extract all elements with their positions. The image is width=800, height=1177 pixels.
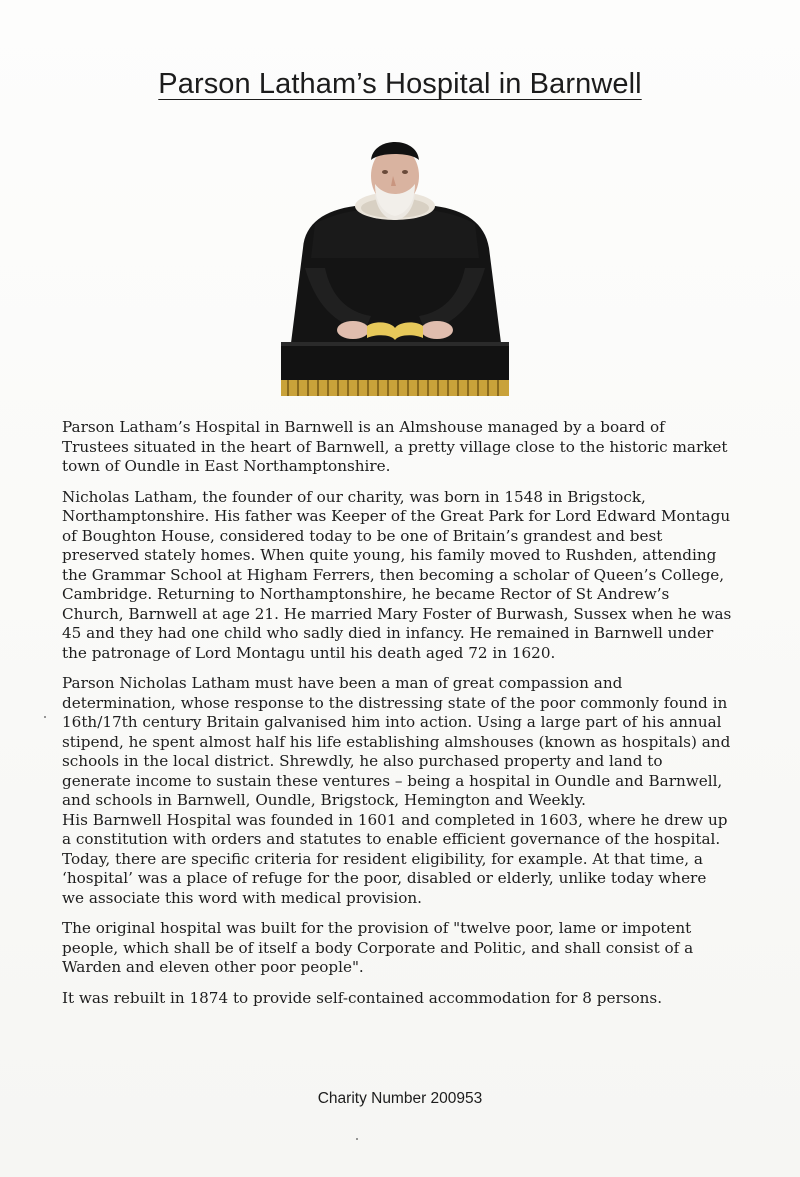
charity-number: Charity Number 200953 bbox=[317, 1090, 483, 1107]
paragraph-intro: Parson Latham’s Hospital in Barnwell is an Almshouse managed by a board of Trustees situated in the heart of Barnwell, a pretty village close to the historic market town of Oundle in East Northamptonshire. bbox=[62, 418, 728, 475]
body-text bbox=[62, 418, 732, 1019]
paragraph-biography: Nicholas Latham, the founder of our charity, was born in 1548 in Brigstock, Northamptonshire. His father was Keeper of the Great Park for Lord Edward Montagu of Boughton House, considered today to be one of Britain’s grandest and best preserved stately homes. When quite young, his family moved to Rushden, attending the Grammar School at Higham Ferrers, then becoming a scholar of Queen’s College, Cambridge. Returning to Northamptonshire, he became Rector of St Andrew’s Church, Barnwell at age 21. He married Mary Foster of Burwash, Sussex when he was 45 and they had one child who sadly died in infancy. He remained in Barnwell under the patronage of Lord Montagu until his death aged 72 in 1620. bbox=[62, 487, 732, 662]
scan-speck bbox=[44, 716, 46, 718]
paragraph-barnwell-hospital: His Barnwell Hospital was founded in 1601 and completed in 1603, where he drew up a constitution with orders and statutes to enable efficient governance of the hospital. Today, there are specific criteria for resident eligibility, for example. At that time, a ‘hospital’ was a place of refuge for the poor, disabled or elderly, unlike today where we associate this word with medical provision. bbox=[62, 810, 728, 907]
page-title: Parson Latham’s Hospital in Barnwell bbox=[158, 68, 642, 100]
paragraph-compassion: Parson Nicholas Latham must have been a man of great compassion and determination, whose response to the distressing state of the poor commonly found in 16th/17th century Britain galvanised him into action. Using a large part of his annual stipend, he spent almost half his life establishing almshouses (known as hospitals) and schools in the local district. Shrewdly, he also purchased property and land to generate income to sustain these ventures – being a hospital in Oundle and Barnwell, and schools in Barnwell, Oundle, Brigstock, Hemington and Weekly. bbox=[62, 674, 731, 809]
scan-speck bbox=[356, 1138, 358, 1140]
paragraph-original-hospital: The original hospital was built for the provision of "twelve poor, lame or impotent people, which shall be of itself a body Corporate and Politic, and shall consist of a Warden and eleven other poor people". bbox=[62, 919, 694, 976]
paragraph-rebuilt: It was rebuilt in 1874 to provide self-contained accommodation for 8 persons. bbox=[62, 988, 663, 1007]
portrait-image bbox=[275, 128, 515, 403]
